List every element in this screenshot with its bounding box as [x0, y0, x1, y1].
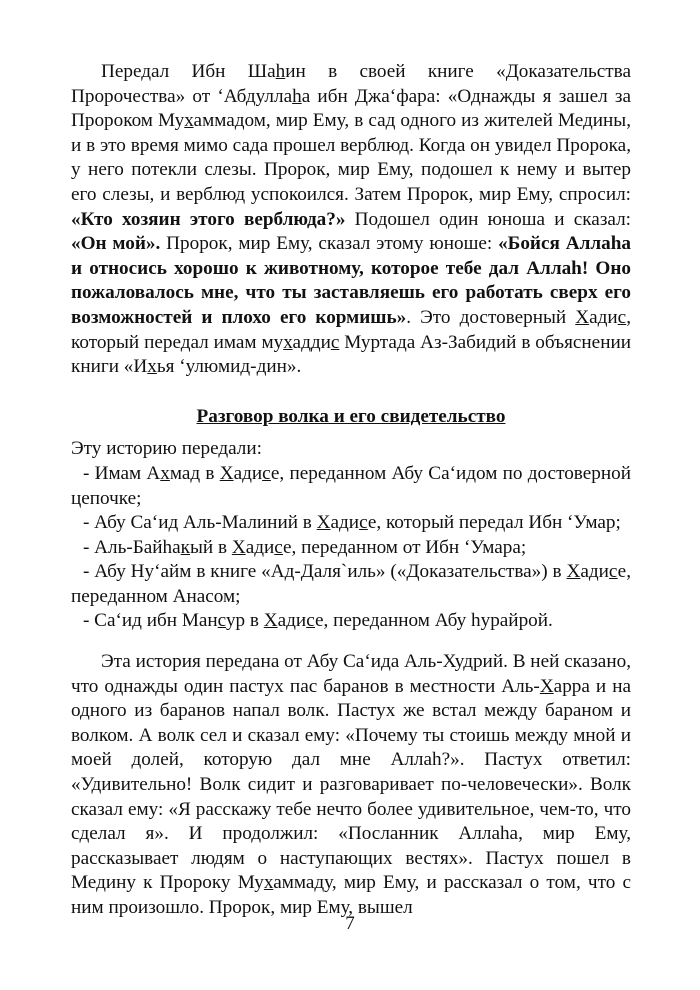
text-run: адди: [292, 331, 331, 353]
list-item: - Аль-Байhакый в Хадисе, переданном от Ибн ‘Умара;: [83, 536, 527, 558]
page-number: 7: [345, 913, 355, 934]
underlined-letter: х: [263, 872, 274, 894]
bold-quote: «Бойся Аллаhа и относись хорошо к животному, которое тебе дал Аллаh! Оно пожаловалось мне, что ты заставляешь его работать сверх его возможностей и плохо его кормишь»: [71, 233, 631, 328]
list-item: - Са‘ид ибн Мансур в Хадисе, переданном Абу hурайрой.: [83, 610, 553, 632]
list-item: - Абу Ну‘айм в книге «Ад-Даля`иль» («Доказательства») в Хадисе, переданном Анасом;: [71, 561, 631, 607]
list-item: - Абу Са‘ид Аль-Малиний в Хадисе, который передал Ибн ‘Умар;: [83, 512, 621, 534]
list-intro: Эту историю передали:: [71, 438, 262, 460]
paragraph-camel-hadith: [71, 60, 631, 380]
text-run: , который передал имам му: [71, 306, 631, 353]
text-run: ади: [589, 306, 618, 328]
text-run: Мурта: [339, 331, 397, 353]
underlined-letter: с: [617, 306, 627, 328]
underlined-letter: д: [396, 331, 407, 353]
underlined-letter: х: [184, 110, 194, 132]
bold-quote: «Кто хозяин этого верблюда?»: [71, 208, 346, 230]
text-run: арра и на одного из баранов напал волк. Пастух же встал между бараном и волком. А волк сел и сказал ему: «Почему ты стоишь между мной и моей долей, которую дал мне Аллаh?». Пастух ответил: «Удивительно! Волк сидит и разговаривает по-человечески». Волк сказал ему: «Я расскажу тебе нечто более удивительное, чем-то, что сделал я». И продолжил: «Посланник Аллаhа, мир Ему, рассказывает людям о наступающих вестях». Пастух пошел в Медину к Пророку Му: [71, 675, 631, 894]
text-run: . Это достоверный: [406, 306, 576, 328]
document-page: [71, 60, 631, 921]
underlined-letter: Х: [539, 675, 554, 697]
text-run: ин в своей книге «Доказательства Пророчества» от ‘Абдулла: [71, 61, 631, 107]
list-item: - Имам Ахмад в Хадисе, переданном Абу Са‘идом по достоверной цепочке;: [71, 462, 631, 509]
text-run: аммаду, мир Ему, и рассказал о том, что с ним произошло. Пророк, мир Ему, вышел: [71, 872, 631, 918]
underlined-letter: х: [283, 331, 293, 353]
text-run: а Аз-Забидий в объяснении книги «И: [71, 331, 632, 378]
underlined-letter: х: [147, 356, 157, 378]
underlined-letter: h: [275, 61, 286, 82]
text-run: Эта история передана от Абу Са‘ида Аль-Худрий. В ней сказано, что однажды один пастух пас баранов в местности Аль-: [71, 651, 631, 697]
text-run: Подошел один юноша и сказал:: [345, 208, 631, 230]
text-run: аммадом, мир Ему, в сад одного из жителей Медины, и в это время мимо сада прошел верблюд. Когда он увидел Пророка, у него потекли слезы. Пророк, мир Ему, подошел к нему и вытер его слезы, и верблюд успокоился. Затем Пророк, мир Ему, спросил:: [71, 110, 631, 205]
text-run: Пророк, мир Ему, сказал этому юноше:: [160, 233, 499, 255]
underlined-letter: Х: [575, 306, 590, 328]
underlined-letter: h: [292, 85, 302, 107]
underlined-letter: с: [330, 331, 340, 353]
text-run: Передал Ибн Ша: [101, 61, 276, 82]
text-run: ья ‘улюмид-дин».: [156, 356, 302, 378]
narrators-list: [71, 462, 631, 634]
text-run: а ибн Джа‘фара: «Однажды я зашел за Пророком Му: [71, 85, 631, 132]
bold-quote: «Он мой».: [71, 233, 161, 255]
section-heading: Разговор волка и его свидетельство: [196, 405, 506, 427]
paragraph-wolf-story: [71, 650, 631, 921]
